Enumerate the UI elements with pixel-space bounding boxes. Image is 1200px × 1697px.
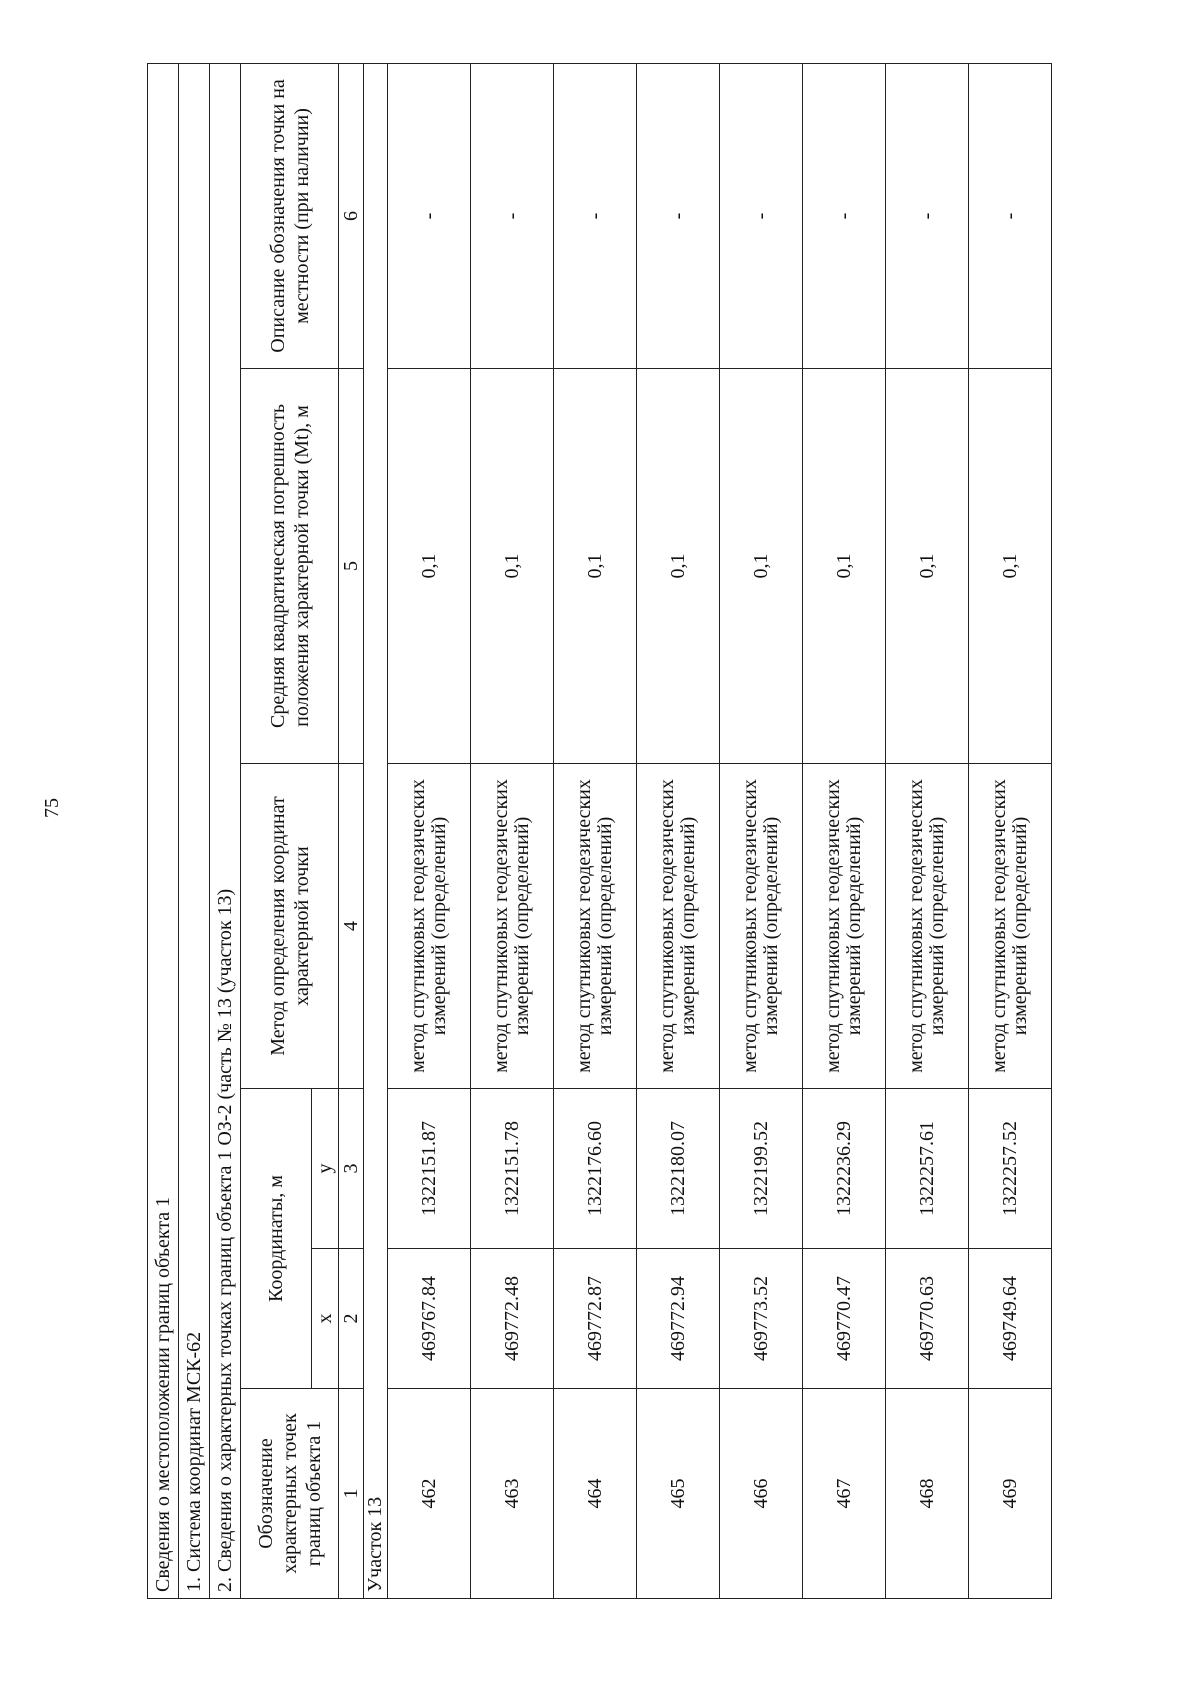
cell-point: 466 (720, 1389, 803, 1599)
cell-x: 469773.52 (720, 1249, 803, 1389)
column-number: 6 (339, 63, 364, 368)
boundary-points-table (147, 63, 1052, 1599)
cell-x: 469767.84 (388, 1249, 471, 1389)
cell-point: 462 (388, 1389, 471, 1599)
col-header-description: Описание обозначения точки на местности (при наличии) (241, 63, 339, 368)
cell-x: 469772.94 (637, 1249, 720, 1389)
cell-x: 469770.47 (803, 1249, 886, 1389)
cell-y: 1322257.52 (969, 1089, 1052, 1249)
cell-x: 469772.87 (554, 1249, 637, 1389)
cell-point: 464 (554, 1389, 637, 1599)
cell-y: 1322176.60 (554, 1089, 637, 1249)
cell-method: метод спутниковых геодезических измерений (определений) (886, 764, 969, 1089)
cell-error: 0,1 (471, 369, 554, 764)
col-header-coordinates: Координаты, м (241, 1089, 312, 1389)
cell-point: 467 (803, 1389, 886, 1599)
cell-description: - (886, 63, 969, 368)
cell-description: - (720, 63, 803, 368)
cell-point: 463 (471, 1389, 554, 1599)
cell-description: - (969, 63, 1052, 368)
col-header-y: y (312, 1089, 339, 1249)
cell-y: 1322199.52 (720, 1089, 803, 1249)
cell-description: - (637, 63, 720, 368)
cell-error: 0,1 (969, 369, 1052, 764)
cell-y: 1322236.29 (803, 1089, 886, 1249)
table-row (969, 63, 1052, 1598)
cell-description: - (471, 63, 554, 368)
cell-error: 0,1 (637, 369, 720, 764)
cell-y: 1322151.78 (471, 1089, 554, 1249)
cell-y: 1322257.61 (886, 1089, 969, 1249)
table-row (720, 63, 803, 1598)
header-line-2: 1. Система координат МСК-62 (179, 63, 210, 1598)
cell-method: метод спутниковых геодезических измерений (определений) (388, 764, 471, 1089)
cell-x: 469749.64 (969, 1249, 1052, 1389)
table-row (471, 63, 554, 1598)
cell-method: метод спутниковых геодезических измерений (определений) (637, 764, 720, 1089)
cell-y: 1322151.87 (388, 1089, 471, 1249)
column-number: 1 (339, 1389, 364, 1599)
table-row (803, 63, 886, 1598)
cell-error: 0,1 (886, 369, 969, 764)
table-row (886, 63, 969, 1598)
cell-error: 0,1 (720, 369, 803, 764)
cell-description: - (388, 63, 471, 368)
table-row (388, 63, 471, 1598)
cell-method: метод спутниковых геодезических измерений (определений) (969, 764, 1052, 1089)
cell-y: 1322180.07 (637, 1089, 720, 1249)
column-number: 4 (339, 764, 364, 1089)
column-number: 3 (339, 1089, 364, 1249)
rotated-table-wrapper (147, 64, 1072, 1599)
cell-error: 0,1 (388, 369, 471, 764)
column-number: 2 (339, 1249, 364, 1389)
cell-x: 469770.63 (886, 1249, 969, 1389)
page-number: 75 (41, 798, 63, 818)
section-label: Участок 13 (364, 63, 388, 1598)
cell-point: 465 (637, 1389, 720, 1599)
table-row (637, 63, 720, 1598)
cell-error: 0,1 (803, 369, 886, 764)
cell-method: метод спутниковых геодезических измерений (определений) (471, 764, 554, 1089)
cell-error: 0,1 (554, 369, 637, 764)
cell-description: - (554, 63, 637, 368)
col-header-error: Средняя квадратическая погрешность положения характерной точки (Mt), м (241, 369, 339, 764)
cell-method: метод спутниковых геодезических измерений (определений) (720, 764, 803, 1089)
header-line-1: Сведения о местоположении границ объекта 1 (148, 63, 179, 1598)
col-header-method: Метод определения координат характерной точки (241, 764, 339, 1089)
cell-point: 469 (969, 1389, 1052, 1599)
cell-description: - (803, 63, 886, 368)
table-row (554, 63, 637, 1598)
column-number: 5 (339, 369, 364, 764)
cell-x: 469772.48 (471, 1249, 554, 1389)
col-header-designation: Обозначение характерных точек границ объекта 1 (241, 1389, 339, 1599)
cell-method: метод спутниковых геодезических измерений (определений) (803, 764, 886, 1089)
cell-point: 468 (886, 1389, 969, 1599)
cell-method: метод спутниковых геодезических измерений (определений) (554, 764, 637, 1089)
header-line-3: 2. Сведения о характерных точках границ объекта 1 ОЗ-2 (часть № 13 (участок 13) (210, 63, 241, 1598)
col-header-x: x (312, 1249, 339, 1389)
